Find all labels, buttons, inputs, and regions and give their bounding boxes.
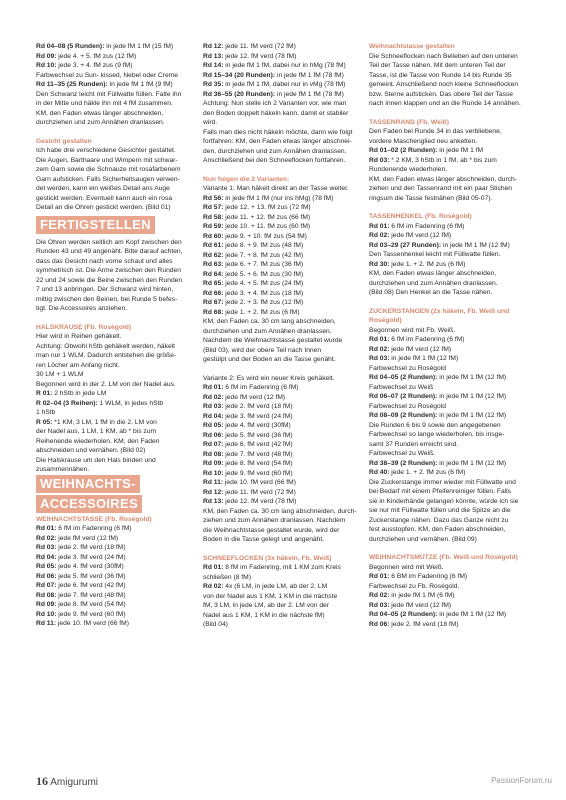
spacer [369, 203, 527, 212]
text-line: den, durchziehen und zum Annähen dranlassen. [203, 147, 347, 155]
text-line: Rd 09: jede 8. fM verd (54 fM) [203, 460, 293, 467]
subsection-heading: TASSENRAND (Fb. Weiß) [369, 118, 449, 126]
magazine-name: Amigurumi [50, 777, 99, 788]
text-line: gemeint. Anschließend noch kleine Schneeflocken [369, 81, 519, 88]
text-line: Rd 12: jede 11. fM verd (72 fM) [203, 43, 296, 50]
text-line: Rd 03–29 (27 Runden): in jede fM 1 fM (12 fM) [369, 241, 510, 249]
text-line: sie in Kinderhände gelangen könnte, würde ich sie [369, 497, 519, 505]
subsection-heading: Weihnachtstasse gestalten [369, 43, 455, 50]
page-number: 16 [36, 774, 48, 788]
text-line: ziehen und den Tassenrand mit ein paar Stichen [369, 185, 513, 192]
text-line: zusammennähen. [36, 466, 90, 473]
text-line: Die Schneeflocken nach Belieben auf den unteren [369, 52, 518, 60]
text-line: Rd 62: jede 7. + 8. fM zus (42 fM) [203, 251, 304, 259]
text-line: der Nadel aus, 1 LM, 1 KM, ab * bis zum [36, 428, 157, 435]
text-line: Achtung: Obwohl hStb gehäkelt werden, häkelt [36, 342, 176, 350]
text-line: bei Bedarf mit einem Pfeifenreiniger füllen. Falls [369, 488, 511, 495]
text-line: Rd 65: jede 4. + 5. fM zus (24 fM) [203, 280, 304, 287]
text-line: Rd 03: jede fM verd (12 fM) [369, 601, 452, 609]
text-line: fest ausstopfen. KM, den Faden abschneiden, [369, 526, 506, 533]
section-heading: ACCESSOIRES [36, 495, 142, 513]
text-line: Rd 03: jede 2. fM verd (18 fM) [203, 403, 293, 410]
text-line: Rd 07: jede 6. fM verd (42 fM) [36, 582, 126, 589]
text-line: KM, den Faden ca. 30 cm lang abschneiden, durch- [203, 507, 357, 515]
text-line: man nur 1 WLM. Dadurch entstehen die größe- [36, 352, 177, 359]
subsection-heading: Nun folgen die 2 Varianten: [203, 175, 290, 183]
text-line: Rundenende wiederholen. [369, 166, 448, 173]
text-line: Farbwechsel zu Sun- kissed, Nebel oder Creme [36, 71, 178, 79]
spacer [203, 365, 361, 374]
text-line: Variante 2: Es wird ein neuer Kreis gehäkelt. [203, 374, 335, 382]
text-line: (Bild 03), wird der obere Teil nach Innen [203, 346, 322, 354]
text-line: Rd 08: jede 7. fM verd (48 fM) [203, 450, 293, 458]
text-line: Rd 09: jede 4. + 5. fM zus (12 fM) [36, 52, 137, 60]
text-line: Rd 06: jede 5. fM verd (36 fM) [36, 572, 126, 580]
section-heading: WEIHNACHTS- [36, 475, 140, 493]
text-line: R 01: 2 hStb in jede LM [36, 390, 107, 397]
text-line: Rd 13: jede 12. fM verd (78 fM) [203, 498, 297, 505]
text-line: Tasse, ist die Tasse von Runde 14 bis Runde 35 [369, 71, 512, 79]
text-line: Rd 02: jede fM verd (12 fM) [203, 393, 286, 401]
text-line: (Bild 04) [203, 621, 228, 628]
text-line: Die Ohren werden seitlich am Kopf zwischen den [36, 238, 182, 246]
text-line: fM, 3 LM, in jede LM, ab der 2. LM von der [203, 602, 330, 609]
text-line: Begonnen wird mit Weiß. [369, 563, 444, 571]
text-line: Rd 61: jede 8. + 9. fM zus (48 fM) [203, 242, 304, 249]
spacer [369, 298, 527, 307]
text-line: Garn aufsticken. Falls Sicherheitsaugen verwen- [36, 175, 180, 183]
text-line: Farbwechsel zu Fb. Roségold. [369, 582, 460, 590]
text-line: durchziehen und zum Annähen dranlassen. [203, 327, 332, 335]
watermark: PassionForum.ru [491, 776, 552, 785]
text-line: wird. [203, 119, 218, 126]
text-line: 7 und 13 anbringen. Der Schwanz wird hinten, [36, 286, 174, 293]
column-3 [369, 42, 527, 629]
subsection-heading: HALSKRAUSE (Fb. Roségold) [36, 323, 132, 331]
text-line: Rd 10: jede 3. + 4. fM zus (9 fM) [36, 62, 133, 69]
text-line: Rd 09: jede 8. fM verd (54 fM) [36, 601, 126, 608]
text-line: 30 LM + 1 WLM [36, 371, 84, 378]
subsection-heading: Roségold) [369, 317, 402, 324]
text-line: Begonnen wird mit Fb. Weiß. [369, 326, 456, 334]
text-line: Rd 63: jede 6. + 7. fM zus (36 fM) [203, 261, 304, 268]
text-line: ringsum die Tasse festnähen (Bild 05-07). [369, 194, 493, 202]
text-line: bzw. Sterne aufsticken. Das obere Teil der Tasse [369, 90, 513, 98]
text-line: Rd 02: jede fM verd (12 fM) [369, 232, 452, 239]
spacer [203, 166, 361, 175]
text-line: Rd 15–34 (20 Runden): in jede fM 1 fM (78 fM) [203, 71, 344, 79]
text-line: Rd 03: * 2 KM, 3 hStb in 1 fM, ab * bis zum [369, 156, 497, 164]
text-line: Rd 13: jede 12. fM verd (78 fM) [203, 52, 297, 60]
text-line: Rd 04–05 (2 Runden): in jede fM 1 fM (12 fM) [369, 374, 507, 381]
text-line: Rd 40: jede 1. + 2. fM zus (6 fM) [369, 469, 466, 476]
text-line: den Boden doppelt häkeln kann, damit er stabiler [203, 109, 349, 117]
text-line: abschneiden und vernähen. (Bild 02) [36, 447, 146, 454]
spacer [36, 128, 194, 137]
text-line: Rd 35: in jede fM 1 fM, dabei nur in vMg (78 fM) [203, 81, 346, 88]
text-line: Runden 43 und 49 angenäht. Bitte darauf achten, [36, 248, 183, 255]
text-line: Die Runden 6 bis 9 sowie den angegebenen [369, 421, 501, 429]
text-line: zem Garn sowie die Schnauze mit rosafarbenem [36, 166, 181, 173]
text-line: 22 und 24 sowie die Beine zwischen den Runden [36, 276, 183, 284]
text-line: Rd 05: jede 4. fM verd (30fM) [36, 563, 124, 570]
text-line: Rd 12: jede 11. fM verd (72 fM) [203, 488, 296, 496]
text-line: Rd 01: 6 fM im Fadenring (6 fM) [369, 222, 465, 230]
column-2 [203, 42, 361, 630]
spacer [203, 545, 361, 554]
text-line: Die Zuckerstange immer wieder mit Füllwatte und [369, 478, 516, 486]
text-line: schließen (8 fM) [203, 573, 251, 581]
text-line: Anschließend bei den Schneeflocken fortfahren. [203, 157, 346, 164]
text-line: 1 hStb [36, 409, 56, 416]
text-line: Rd 03: jede 2. fM verd (18 fM) [36, 544, 126, 551]
text-line: Rd 68: jede 1. + 2. fM zus (6 fM) [203, 308, 300, 316]
text-line: Rd 02: 4x (6 LM, in jede LM, ab der 2. LM [203, 583, 328, 590]
text-line: Rd 11: jede 10. fM verd (66 fM) [36, 620, 129, 627]
text-line: nach innen klappen und an die Runde 14 annähen. [369, 100, 521, 107]
text-line: in der Mitte und häkle ihn mit 4 fM zusammen. [36, 100, 173, 107]
text-line: Rd 36–55 (20 Runden): in jede fM 1 fM (78 fM) [203, 90, 344, 98]
text-line: Rd 05: jede 4. fM verd (30fM) [203, 422, 291, 429]
text-line: samt 37 Runden erreicht sind. [369, 440, 459, 448]
text-line: Den Faden bei Runde 34 in das verbliebene, [369, 128, 502, 135]
text-line: Farbwechsel zu Roségold [369, 364, 446, 372]
text-line: durchziehen und zum Annähen dranlassen. [36, 119, 165, 126]
text-line: ren Löcher am Anfang nicht. [36, 361, 120, 369]
text-line: Die Augen, Barthaare und Wimpern mit schwar- [36, 156, 178, 164]
text-line: Teil der Tasse nähen. Mit dem unteren Teil der [369, 62, 506, 69]
text-line: gestickt werden. Eventuell kann auch ein rosa [36, 194, 173, 202]
text-line: Rd 64: jede 5. + 6. fM zus (30 fM) [203, 270, 304, 278]
text-line: Rd 66: jede 3. + 4. fM zus (18 fM) [203, 289, 304, 297]
subsection-heading: ZUCKERSTANGEN (2x häkeln, Fb. Weiß und [369, 307, 510, 315]
text-line: Den Schwanz leicht mit Füllwatte füllen. Falte ihn [36, 90, 182, 98]
text-line: Farbwechsel zu Weiß [369, 383, 434, 391]
text-line: Farbwechsel zu Roségold [369, 402, 446, 410]
text-line: KM, den Faden etwas länger abschneiden, [369, 270, 497, 277]
spacer [369, 109, 527, 118]
text-line: Rd 30: jede 1. + 2. fM zus (6 fM) [369, 260, 466, 268]
text-line: Ich habe drei verschiedene Gesichter gestaltet. [36, 147, 176, 154]
text-line: ziehen und zum Annähen dranlassen. Nachdem [203, 517, 346, 524]
subsection-heading: SCHNEEFLOCKEN (3x häkeln, Fb. Weiß) [203, 554, 332, 562]
section-heading-stack [36, 475, 194, 513]
text-line: Rd 04: jede 3. fM verd (24 fM) [36, 553, 126, 561]
text-line: Rd 01: 6 fM im Fadenring (6 fM) [203, 384, 299, 391]
text-line: Farbwechsel so lange wiederholen, bis insge- [369, 431, 505, 438]
section-heading: FERTIGSTELLEN [36, 216, 155, 234]
text-line: (Bild 08) Den Henkel an die Tasse nähen. [369, 289, 493, 296]
text-line: Rd 06: jede 5. fM verd (36 fM) [203, 431, 293, 439]
text-line: Rd 08: jede 7. fM verd (48 fM) [36, 591, 126, 599]
text-line: KM, den Faden ca. 30 cm lang abschneiden, [203, 318, 336, 325]
column-1 [36, 42, 194, 629]
text-line: gestülpt und der Boden an die Tasse genäht. [203, 356, 336, 363]
text-line: Rd 02: jede fM verd (12 fM) [369, 345, 452, 353]
text-line: Den Tassenhenkel leicht mit Füllwatte füllen. [369, 251, 501, 258]
text-line: Rd 04–05 (2 Runden): in jede fM 1 fM (12 fM) [369, 611, 507, 618]
text-line: Rd 01–02 (2 Runden): in jede fM 1 fM [369, 147, 484, 154]
text-line: R 05: *1 KM, 3 LM, 1 fM in die 2. LM von [36, 418, 157, 426]
text-line: Farbwechsel zu Weiß. [369, 450, 436, 457]
text-line: sie nur mit Füllwatte füllen und die Spitze an die [369, 507, 511, 514]
text-line: Variante 1: Man häkelt direkt an der Tasse weiter. [203, 185, 349, 192]
text-line: Rd 11: jede 10. fM verd (66 fM) [203, 479, 296, 486]
text-line: Zuckerstange nähen. Dazu das Ganze nicht zu [369, 516, 509, 524]
subsection-heading: TASSENHENKEL (Fb. Roségold) [369, 213, 472, 220]
text-line: Rd 10: jede 9. fM verd (60 fM) [203, 469, 293, 477]
text-line: Reihenende wiederholen. KM, den Faden [36, 437, 160, 445]
text-line: Rd 58: jede 11. + 12. fM zus (66 fM) [203, 213, 311, 221]
spacer [369, 544, 527, 553]
text-line: Begonnen wird in der 2. LM von der Nadel aus. [36, 380, 176, 388]
text-line: durchziehen und zum Annähen dranlassen. [369, 279, 498, 287]
text-line: Rd 04: jede 3. fM verd (24 fM) [203, 412, 293, 420]
text-line: Die Halskrause um den Hals binden und [36, 456, 156, 464]
text-line: dass das Gesicht nach vorne schaut und alles [36, 257, 173, 265]
text-line: Hier wird in Reihen gehäkelt. [36, 333, 122, 340]
text-line: Rd 01: 6 fM im Fadenring (6 fM) [36, 525, 132, 532]
text-line: Rd 57: jede 12. + 13. fM zus (72 fM) [203, 204, 311, 211]
text-line: Rd 06–07 (2 Runden): in jede fM 1 fM (12 fM) [369, 393, 507, 400]
text-line: R 02–04 (3 Reihen): 1 WLM, in jedes hStb [36, 399, 164, 407]
text-line: von der Nadel aus 1 KM, 1 KM in die nächste [203, 592, 338, 600]
text-line: Boden in die Tasse gelegt und angenäht. [203, 536, 325, 543]
text-line: Falls man dies nicht häkeln möchte, dann wie folgt [203, 128, 353, 136]
text-line: Nadel aus 1 KM, 1 KM in die nächste fM) [203, 611, 325, 619]
text-line: Rd 07: jede 6. fM verd (42 fM) [203, 441, 293, 448]
text-line: KM, den Faden etwas länger abschneiden, [36, 109, 164, 117]
page-footer [36, 774, 98, 789]
text-line: Rd 60: jede 9. + 10. fM zus (54 fM) [203, 232, 307, 240]
text-line: Rd 01: 6 fM im Fadenring (6 fM) [369, 336, 465, 343]
text-line: Rd 56: in jede fM 1 fM (nur ins hMg) (78 fM) [203, 194, 334, 202]
text-line: symmetrisch ist. Die Arme zwischen den Runden [36, 267, 181, 274]
text-line: Rd 10: jede 9. fM verd (60 fM) [36, 610, 126, 618]
text-line: tigt. Die Accessoires anziehen. [36, 305, 128, 312]
text-line: fortfahren: KM, den Faden etwas länger abschnei- [203, 138, 352, 145]
text-line: Rd 02: in jede fM 1 fM (6 fM) [369, 592, 455, 599]
text-line: Rd 01: 6 BM im Fadenring (6 fM) [369, 573, 468, 580]
subsection-heading: WEIHNACHTSTASSE (Fb. Roségold) [36, 515, 152, 523]
text-line: Rd 06: jede 2. fM verd (18 fM) [369, 620, 459, 628]
text-line: Rd 11–35 (25 Runden): in jede fM 1 fM (9 fM) [36, 81, 173, 88]
text-line: Rd 38–39 (2 Runden): in jede fM 1 fM (12 fM) [369, 459, 507, 467]
spacer [36, 314, 194, 323]
text-line: Achtung: Nun stelle ich 2 Varianten vor, wie man [203, 100, 347, 107]
text-line: Rd 14: in jede fM 1 fM, dabei nur in hMg (78 fM) [203, 62, 346, 69]
text-line: vordere Maschenglied neu anketten. [369, 137, 478, 145]
text-line: Rd 59: jede 10. + 11. fM zus (60 fM) [203, 223, 311, 230]
text-line: Rd 67: jede 2. + 3. fM zus (12 fM) [203, 299, 304, 306]
subsection-heading: Gesicht gestalten [36, 137, 92, 145]
text-line: Rd 03: in jede fM 1 fM (12 fM) [369, 355, 459, 362]
text-line: Rd 02: jede fM verd (12 fM) [36, 534, 119, 542]
text-line: Detail an die Ohren gestickt werden. (Bild 01) [36, 204, 171, 211]
text-line: mittig zwischen den Beinen, bei Runde 5 befes- [36, 295, 178, 303]
text-line: Nachdem die Weihnachtstasse gestaltet wurde [203, 337, 343, 344]
text-line: Rd 01: 8 fM im Fadenring, mit 1 KM zum Kreis [203, 564, 341, 571]
subsection-heading: WEIHNACHTSMÜTZE (Fb. Weiß und Roségold) [369, 554, 518, 561]
text-line: Rd 04–08 (5 Runden): in jede fM 1 fM (15 fM) [36, 43, 174, 50]
text-line: Rd 08–09 (2 Runden): in jede fM 1 fM (12 fM) [369, 412, 507, 419]
text-line: det werden, kann ein weißes Detail ans Auge [36, 185, 170, 192]
text-line: durchziehen und vernähen. (Bild 09) [369, 535, 477, 543]
text-line: die Weihnachtstasse gestaltet wurde, wird der [203, 526, 340, 534]
text-line: KM, den Faden etwas länger abschneiden, durch- [369, 175, 517, 183]
